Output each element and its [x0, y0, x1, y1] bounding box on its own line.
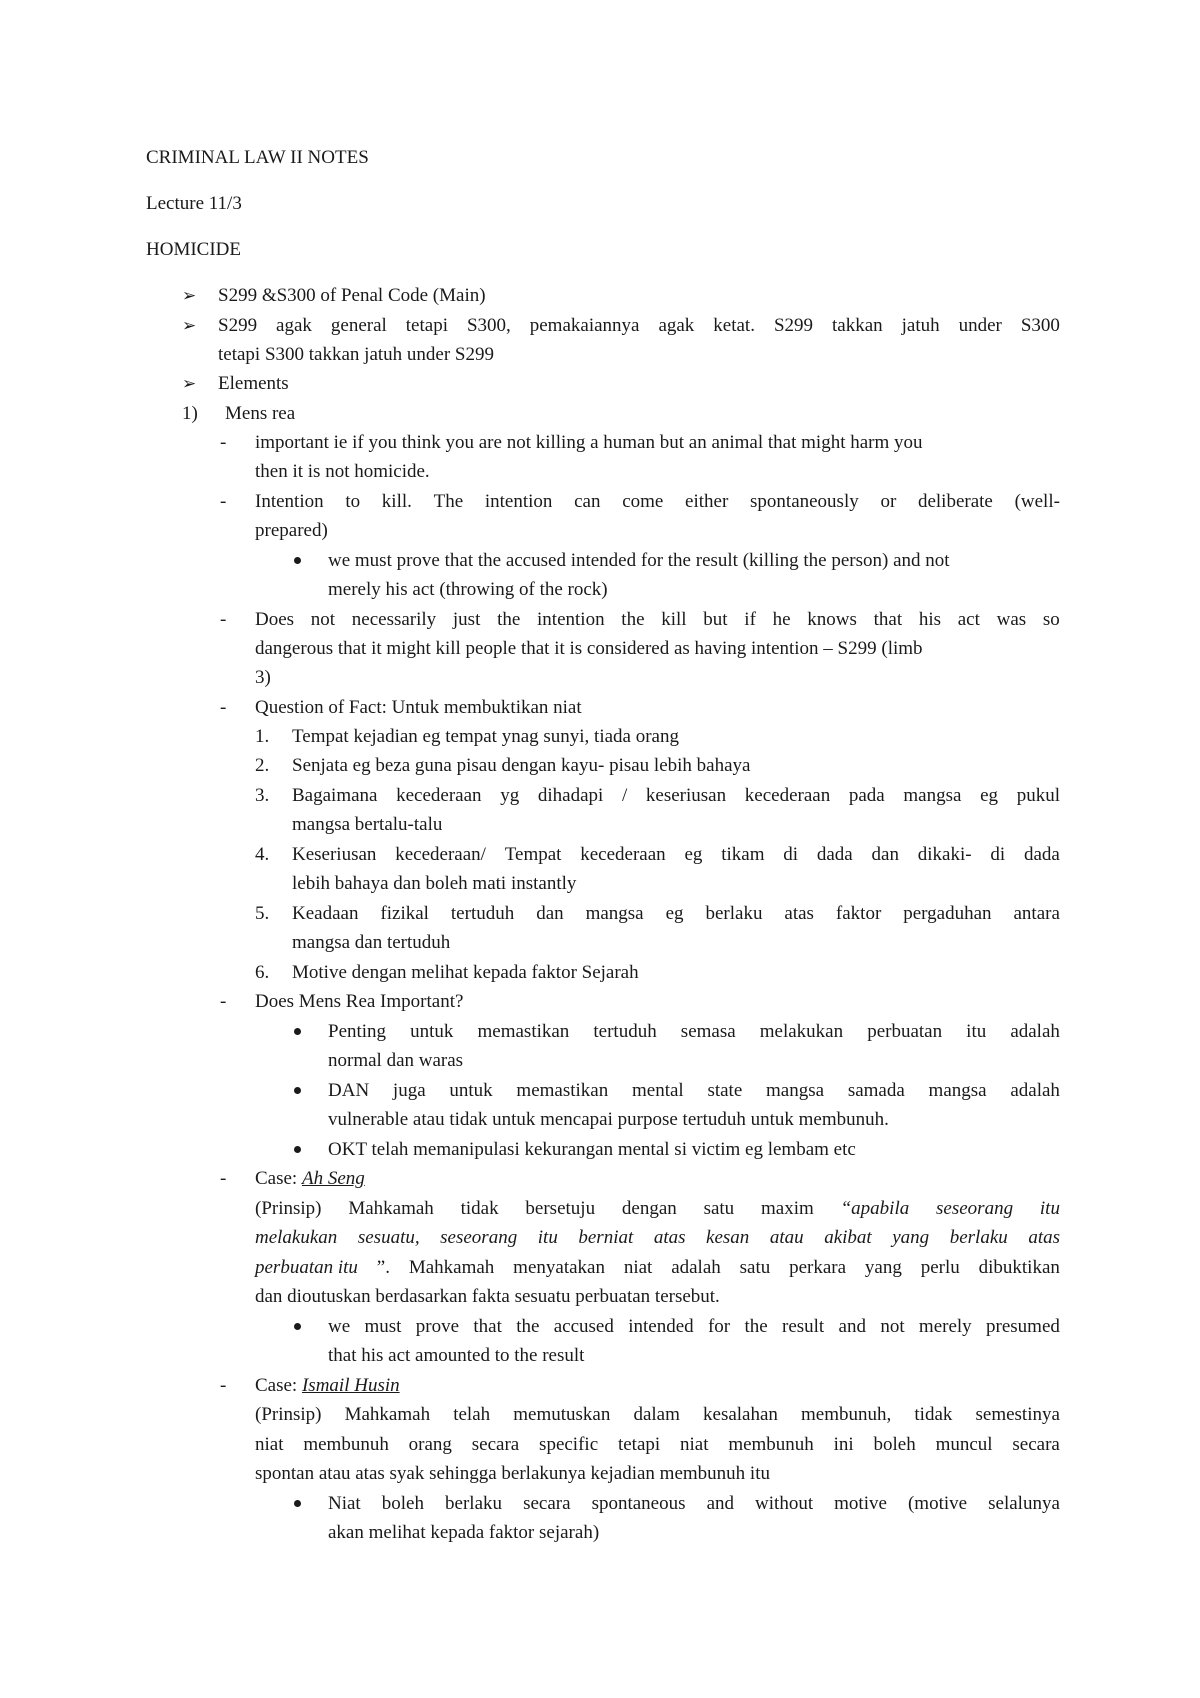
word: memastikan: [477, 1021, 570, 1042]
word: kecederaan: [744, 785, 831, 806]
word: telah: [453, 1404, 491, 1425]
word: act: [957, 609, 980, 630]
word: niat: [255, 1434, 284, 1455]
bullet-dot-icon: [294, 1500, 301, 1507]
word: S300,: [466, 315, 511, 336]
fact-item-6: Motive dengan melihat kepada faktor Sejarah: [292, 962, 639, 983]
word: mangsa: [585, 903, 644, 924]
bullet-dot-icon: [294, 1146, 301, 1153]
arrow-item-s299-s300-cont: tetapi S300 takkan jatuh under S299: [218, 344, 494, 365]
word: jatuh: [901, 315, 940, 336]
word: atas: [653, 1227, 686, 1248]
bullet-dot-icon: [294, 1323, 301, 1330]
word: bersetuju: [525, 1198, 596, 1219]
okt-line: OKT telah memanipulasi kekurangan mental si victim eg lembam etc: [328, 1139, 856, 1160]
word: “apabila: [840, 1198, 910, 1219]
word: berlaku: [445, 1493, 503, 1514]
question-of-fact-line: Question of Fact: Untuk membuktikan niat: [255, 697, 582, 718]
intention-line-1: [255, 490, 1060, 514]
word: dihadapi: [537, 785, 604, 806]
word: merely: [918, 1316, 972, 1337]
word: itu: [1039, 1198, 1060, 1219]
word: Mahkamah: [408, 1257, 495, 1278]
word: mangsa: [903, 785, 962, 806]
word: itu: [537, 1227, 558, 1248]
word: general: [330, 315, 387, 336]
arrow-bullet-icon: ➢: [182, 316, 197, 335]
arrow-item-elements: Elements: [218, 373, 289, 394]
word: eg: [665, 903, 684, 924]
word: intention: [537, 609, 605, 630]
word: takkan: [831, 315, 883, 336]
word: untuk: [410, 1021, 454, 1042]
word: fizikal: [380, 903, 429, 924]
word: mental: [631, 1080, 684, 1101]
word: S299: [773, 315, 814, 336]
word: his: [918, 609, 942, 630]
word: tetapi: [405, 315, 448, 336]
word: the: [744, 1316, 768, 1337]
list-number: 5.: [255, 903, 270, 924]
arrow-bullet-icon: ➢: [182, 286, 197, 305]
arrow-bullet-icon: ➢: [182, 374, 197, 393]
ismail-para-line-2: [255, 1433, 1060, 1457]
dash-marker: -: [220, 1168, 227, 1189]
case-name-ismail-husin: Ismail Husin: [301, 1375, 400, 1396]
word: faktor: [835, 903, 882, 924]
word: dengan: [621, 1198, 677, 1219]
word: itu: [966, 1021, 987, 1042]
word: perlu: [920, 1257, 960, 1278]
word: knows: [807, 609, 857, 630]
numbered-marker: 1): [182, 403, 198, 424]
word: dibuktikan: [978, 1257, 1060, 1278]
word: muncul: [935, 1434, 993, 1455]
word: kecederaan: [396, 785, 482, 806]
word: selalunya: [988, 1493, 1060, 1514]
word: come: [622, 491, 664, 512]
word: if: [744, 609, 756, 630]
word: presumed: [986, 1316, 1060, 1337]
word: secara: [471, 1434, 520, 1455]
word: dada: [1023, 844, 1060, 865]
word: kill: [661, 609, 687, 630]
word: Does: [255, 609, 295, 630]
word: the: [516, 1316, 540, 1337]
ah-seng-para-line-4: dan dioutuskan berdasarkan fakta sesuatu perbuatan tersebut.: [255, 1286, 720, 1307]
word: tidak: [914, 1404, 953, 1425]
word: Tempat: [504, 844, 562, 865]
word: di: [783, 844, 799, 865]
word: boleh: [381, 1493, 424, 1514]
word: semestinya: [975, 1404, 1060, 1425]
list-number: 2.: [255, 755, 270, 776]
ah-seng-para-line-2: [255, 1226, 1060, 1250]
word: untuk: [449, 1080, 493, 1101]
word: kill.: [381, 491, 412, 512]
penting-line-1: [328, 1020, 1060, 1044]
word: niat: [623, 1257, 653, 1278]
word: adalah: [1010, 1021, 1060, 1042]
word: The: [433, 491, 464, 512]
dash-marker: -: [220, 991, 227, 1012]
word: kecederaan: [580, 844, 666, 865]
word: motive: [834, 1493, 887, 1514]
case-label: Case:: [255, 1375, 302, 1396]
word: Bagaimana: [292, 785, 378, 806]
word: tetapi: [617, 1434, 661, 1455]
word: spontaneous: [591, 1493, 686, 1514]
word: not: [880, 1316, 905, 1337]
word: perbuatan: [867, 1021, 943, 1042]
penting-line-2: normal dan waras: [328, 1050, 464, 1071]
word: yang: [864, 1257, 902, 1278]
word: S300: [1020, 315, 1060, 336]
mens-rea-important-line: Does Mens Rea Important?: [255, 991, 464, 1012]
word: kesalahan: [703, 1404, 778, 1425]
case-label: Case:: [255, 1168, 302, 1189]
word: secara: [523, 1493, 571, 1514]
case-ah-seng-heading: [255, 1167, 365, 1191]
word: orang: [408, 1434, 452, 1455]
word: membunuh,: [801, 1404, 892, 1425]
list-number: 3.: [255, 785, 270, 806]
bullet-dot-icon: [294, 557, 301, 564]
word: without: [755, 1493, 814, 1514]
not-necessarily-line-2: dangerous that it might kill people that it is considered as having intention – S299 (limb: [255, 638, 923, 659]
word: satu: [739, 1257, 771, 1278]
word: pukul: [1016, 785, 1060, 806]
list-number: 6.: [255, 962, 270, 983]
word: membunuh: [728, 1434, 814, 1455]
word: keseriusan: [645, 785, 727, 806]
bullet-dot-icon: [294, 1028, 301, 1035]
word: ketat.: [713, 315, 755, 336]
word: so: [1042, 609, 1060, 630]
word: pergaduhan: [903, 903, 992, 924]
word: we: [328, 1316, 351, 1337]
intention-bullet-line-2: merely his act (throwing of the rock): [328, 579, 608, 600]
word: or: [880, 491, 897, 512]
word: dan: [871, 844, 899, 865]
lecture-label: Lecture 11/3: [146, 193, 242, 214]
word: atas: [1028, 1227, 1060, 1248]
word: agak: [658, 315, 695, 336]
ah-seng-bullet-line-2: that his act amounted to the result: [328, 1345, 585, 1366]
fact-item-2: Senjata eg beza guna pisau dengan kayu- pisau lebih bahaya: [292, 755, 751, 776]
word: samada: [847, 1080, 905, 1101]
word: tikam: [721, 844, 765, 865]
mens-rea-heading: Mens rea: [225, 403, 296, 424]
ah-seng-italic-end: perbuatan itu: [255, 1257, 358, 1278]
word: seseorang: [440, 1227, 518, 1248]
word: memutuskan: [513, 1404, 611, 1425]
word: eg: [980, 785, 999, 806]
topic-heading: HOMICIDE: [146, 239, 241, 260]
word: mangsa: [928, 1080, 987, 1101]
list-number: 4.: [255, 844, 270, 865]
word: perkara: [789, 1257, 847, 1278]
word: niat: [679, 1434, 709, 1455]
ah-seng-para-line-3: [255, 1256, 1060, 1280]
word: Keseriusan: [292, 844, 377, 865]
word: membunuh: [303, 1434, 389, 1455]
ah-seng-bullet-line-1: [328, 1315, 1060, 1339]
word: (well-: [1014, 491, 1060, 512]
ah-seng-para-line-1: [255, 1197, 1060, 1221]
dash-marker: -: [220, 697, 227, 718]
dash-marker: -: [220, 432, 227, 453]
word: necessarily: [351, 609, 437, 630]
word: result: [782, 1316, 825, 1337]
word: not: [310, 609, 336, 630]
word: boleh: [873, 1434, 916, 1455]
word: kesan: [706, 1227, 750, 1248]
word: secara: [1012, 1434, 1060, 1455]
word: Penting: [328, 1021, 387, 1042]
word: Mahkamah: [348, 1198, 434, 1219]
word: spontaneously: [750, 491, 859, 512]
word: mangsa: [766, 1080, 825, 1101]
word: pada: [848, 785, 885, 806]
word: menyatakan: [513, 1257, 605, 1278]
word: dikaki-: [917, 844, 972, 865]
word: di: [990, 844, 1006, 865]
word: dan: [536, 903, 564, 924]
fact-item-1: Tempat kejadian eg tempat ynag sunyi, tiada orang: [292, 726, 679, 747]
word: must: [364, 1316, 402, 1337]
word: that: [873, 609, 903, 630]
word: that: [473, 1316, 502, 1337]
word: adalah: [1010, 1080, 1060, 1101]
dash-marker: -: [220, 609, 227, 630]
important-line-2: then it is not homicide.: [255, 461, 430, 482]
word: deliberate: [917, 491, 993, 512]
dan-juga-line-1: [328, 1079, 1060, 1103]
word: (motive: [907, 1493, 968, 1514]
dash-marker: -: [220, 491, 227, 512]
intention-line-2: prepared): [255, 520, 328, 541]
word: Keadaan: [292, 903, 359, 924]
word: melakukan: [255, 1227, 338, 1248]
fact-item-3-line-1: [292, 784, 1060, 808]
word: juga: [392, 1080, 426, 1101]
word: tidak: [460, 1198, 499, 1219]
word: he: [772, 609, 791, 630]
word: melakukan: [759, 1021, 844, 1042]
arrow-item-penal-code: S299 &S300 of Penal Code (Main): [218, 285, 486, 306]
ismail-bullet-line-1: [328, 1492, 1060, 1516]
word: ”.: [376, 1257, 390, 1278]
list-number: 1.: [255, 726, 270, 747]
word: berlaku: [949, 1227, 1008, 1248]
dan-juga-line-2: vulnerable atau tidak untuk mencapai purpose tertuduh untuk membunuh.: [328, 1109, 889, 1130]
word: can: [574, 491, 601, 512]
fact-item-4-line-1: [292, 843, 1060, 867]
not-necessarily-line-3: 3): [255, 667, 271, 688]
word: adalah: [671, 1257, 721, 1278]
word: agak: [276, 315, 312, 336]
intention-bullet-line-1: we must prove that the accused intended for the result (killing the person) and not: [328, 550, 950, 571]
case-ismail-heading: [255, 1374, 400, 1398]
fact-item-5-line-1: [292, 902, 1060, 926]
word: to: [345, 491, 361, 512]
word: yg: [500, 785, 520, 806]
word: ini: [833, 1434, 854, 1455]
word: intended: [628, 1316, 694, 1337]
word: eg: [684, 844, 703, 865]
bullet-dot-icon: [294, 1087, 301, 1094]
fact-item-5-line-2: mangsa dan tertuduh: [292, 932, 451, 953]
word: dalam: [633, 1404, 680, 1425]
arrow-item-s299-s300: [218, 314, 1060, 338]
word: was: [996, 609, 1027, 630]
ismail-para-line-1: [255, 1403, 1060, 1427]
word: DAN: [328, 1080, 370, 1101]
word: Mahkamah: [344, 1404, 431, 1425]
word: specific: [539, 1434, 599, 1455]
word: yang: [892, 1227, 930, 1248]
word: berniat: [578, 1227, 634, 1248]
word: Niat: [328, 1493, 361, 1514]
word: intention: [484, 491, 553, 512]
fact-item-3-line-2: mangsa bertalu-talu: [292, 814, 443, 835]
word: atau: [769, 1227, 804, 1248]
word: atas: [784, 903, 814, 924]
word: semasa: [680, 1021, 736, 1042]
case-name-ah-seng: Ah Seng: [301, 1168, 365, 1189]
word: tertuduh: [593, 1021, 657, 1042]
word: just: [452, 609, 481, 630]
word: satu: [703, 1198, 735, 1219]
word: and: [706, 1493, 734, 1514]
word: pemakaiannya: [529, 315, 640, 336]
word: seseorang: [936, 1198, 1014, 1219]
word: tertuduh: [450, 903, 515, 924]
dash-marker: -: [220, 1375, 227, 1396]
not-necessarily-line-1: [255, 608, 1060, 632]
word: sesuatu,: [357, 1227, 420, 1248]
word: memastikan: [516, 1080, 609, 1101]
word: maxim: [761, 1198, 814, 1219]
ismail-para-line-3: spontan atau atas syak sehingga berlakunya kejadian membunuh itu: [255, 1463, 770, 1484]
word: and: [838, 1316, 866, 1337]
word: akibat: [824, 1227, 872, 1248]
word: accused: [553, 1316, 614, 1337]
word: the: [497, 609, 521, 630]
word: kecederaan/: [395, 844, 486, 865]
word: dada: [816, 844, 853, 865]
word: antara: [1013, 903, 1060, 924]
word: (Prinsip): [255, 1198, 322, 1219]
word: Intention: [255, 491, 324, 512]
document-title: CRIMINAL LAW II NOTES: [146, 147, 369, 168]
word: berlaku: [705, 903, 763, 924]
word: /: [621, 785, 628, 806]
word: (Prinsip): [255, 1404, 322, 1425]
word: S299: [218, 315, 258, 336]
word: state: [707, 1080, 743, 1101]
word: but: [703, 609, 728, 630]
word: prove: [415, 1316, 460, 1337]
word: for: [707, 1316, 731, 1337]
word: the: [621, 609, 645, 630]
word: under: [958, 315, 1002, 336]
ismail-bullet-line-2: akan melihat kepada faktor sejarah): [328, 1522, 600, 1543]
word: either: [685, 491, 729, 512]
fact-item-4-line-2: lebih bahaya dan boleh mati instantly: [292, 873, 577, 894]
important-line-1: important ie if you think you are not killing a human but an animal that might harm you: [255, 432, 923, 453]
